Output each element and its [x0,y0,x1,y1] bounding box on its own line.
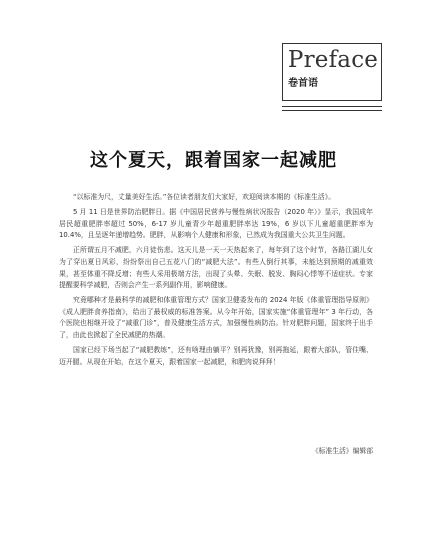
article-paragraph: 5 月 11 日是世界防治肥胖日。据《中国居民营养与慢性病状况报告（2020 年）》显示，我国成年居民超重肥胖率超过 50%，6-17 岁儿童青少年超重肥胖率达 19%，6 岁以下儿童超重肥胖率为 10.4%，且呈逐年递增趋势。肥胖，从影响个人健康和形象，已然成为我国重大公共卫生问题。 [59,208,373,240]
article-paragraph: “以标准为尺，丈量美好生活。”各位读者朋友们大家好，欢迎阅读本期的《标准生活》。 [73,193,336,201]
article-paragraph: 国家已经下场当起了“减肥教练”，还有啥理由躺平？别再犹豫，别再拖延，跟着大部队，管住嘴、迈开腿。从现在开始，在这个夏天，跟着国家一起减肥，和肥肉说拜拜！ [59,346,373,366]
article-title: 这个夏天，跟着国家一起减肥 [90,150,337,171]
header-divider-top [282,106,382,107]
preface-title: Preface [287,47,379,73]
article-paragraph: 正所谓五月不减肥，六月徒伤悲。这天儿是一天一天热起来了，每年到了这个时节，各路江湖儿女为了穿出夏日风彩，纷纷祭出自己五花八门的“减肥大法”。有些人倒行其事，未能达到预期的减重效果，甚至体重不降反增；有些人采用极端方法，出现了头晕、失眠、脱发、胸闷心悸等不适症状。专家提醒要科学减肥，否则会产生一系列副作用，影响健康。 [59,246,373,290]
preface-header-box [282,43,382,101]
header-divider-bottom [282,110,382,111]
editorial-signature: 《标准生活》编辑部 [311,447,373,455]
preface-subtitle: 卷首语 [288,78,318,89]
article-body [59,192,373,372]
article-paragraph: 究竟哪种才是最科学的减肥和体重管理方式？国家卫健委发布的 2024 年版《体重管理指导原则》《成人肥胖食养指南》，给出了最权威的标准答案。从今年开始，国家实施“体重管理年” 3 年行动，各个医院也相继开设了“减重门诊”，普及健康生活方式，加强慢性病防治。针对肥胖问题，国家终于出手了，由此也掀起了全民减肥的热潮。 [59,296,373,340]
